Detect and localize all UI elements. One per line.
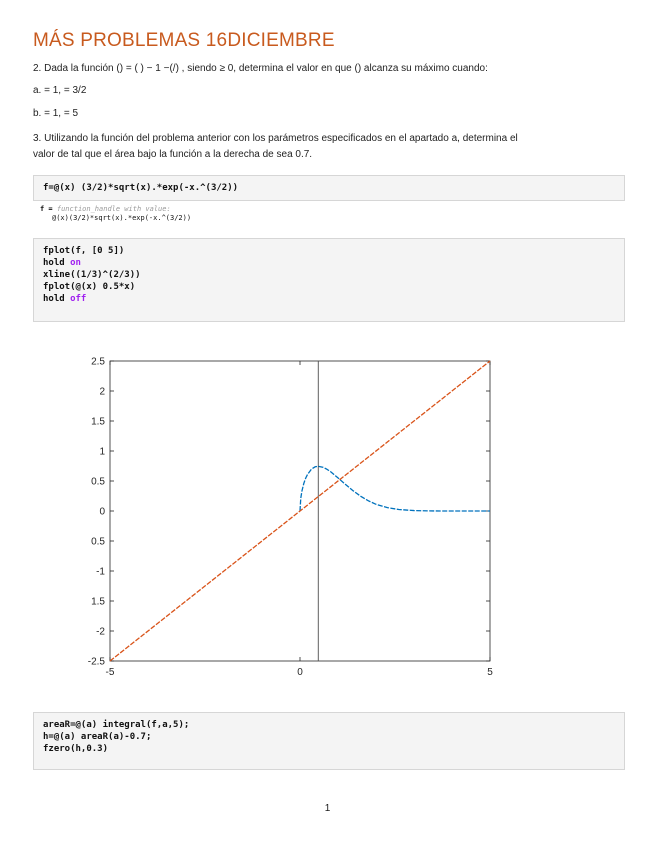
code-line: f=@(x) (3/2)*sqrt(x).*exp(-x.^(3/2)) xyxy=(43,183,239,193)
code-line: fplot(f, [0 5]) xyxy=(43,246,125,256)
code-output xyxy=(40,205,191,223)
y-tick-label: 1.5 xyxy=(91,416,105,428)
keyword-off: off xyxy=(70,294,87,304)
y-tick-label: 2.5 xyxy=(91,356,105,368)
code-block-plot[interactable] xyxy=(33,238,625,322)
y-tick-label: -2.5 xyxy=(87,656,105,668)
y-tick-label: 0.5 xyxy=(91,476,105,488)
y-tick-label: -1 xyxy=(96,566,105,578)
keyword-on: on xyxy=(70,258,81,268)
code-line xyxy=(43,257,615,269)
plot-marks xyxy=(88,357,493,679)
y-tick-label: -2 xyxy=(96,626,105,638)
code-line: fzero(h,0.3) xyxy=(43,744,109,754)
case-b-text: b. = 1, = 5 xyxy=(33,108,79,119)
code-text: hold xyxy=(43,258,71,268)
page-number: 1 xyxy=(324,803,331,814)
code-line xyxy=(43,293,615,305)
x-tick-label: -5 xyxy=(105,667,115,678)
case-a-text: a. = 1, = 3/2 xyxy=(33,85,87,96)
output-description: function_handle with value: xyxy=(56,205,171,213)
code-line: areaR=@(a) integral(f,a,5); xyxy=(43,720,190,730)
y-tick-label: 0.5 xyxy=(91,536,105,548)
code-block-define-function[interactable] xyxy=(33,175,625,201)
x-tick-label: 5 xyxy=(487,667,493,678)
y-tick-label: 1.5 xyxy=(91,596,105,608)
code-line: xline((1/3)^(2/3)) xyxy=(43,270,141,280)
code-block-integral[interactable] xyxy=(33,712,625,770)
code-text: hold xyxy=(43,294,71,304)
y-tick-label: 1 xyxy=(99,446,105,458)
problem-3-text-line1: 3. Utilizando la función del problema anterior con los parámetros especificados en el apartado a, determina el xyxy=(33,133,518,144)
output-label: f = xyxy=(40,205,53,213)
plot-figure xyxy=(70,350,510,690)
output-value: @(x)(3/2)*sqrt(x).*exp(-x.^(3/2)) xyxy=(52,214,192,222)
code-line: h=@(a) areaR(a)-0.7; xyxy=(43,732,152,742)
problem-3-text-line2: valor de tal que el área bajo la función a la derecha de sea 0.7. xyxy=(33,149,313,160)
x-tick-label: 0 xyxy=(297,667,303,678)
y-tick-label: 2 xyxy=(99,386,105,398)
code-line: fplot(@(x) 0.5*x) xyxy=(43,282,136,292)
y-tick-label: 0 xyxy=(99,506,105,518)
problem-2-text: 2. Dada la función () = ( ) − 1 −(/) , siendo ≥ 0, determina el valor en que () alcanza su máximo cuando: xyxy=(33,63,488,74)
page-title: MÁS PROBLEMAS 16DICIEMBRE xyxy=(33,30,335,51)
